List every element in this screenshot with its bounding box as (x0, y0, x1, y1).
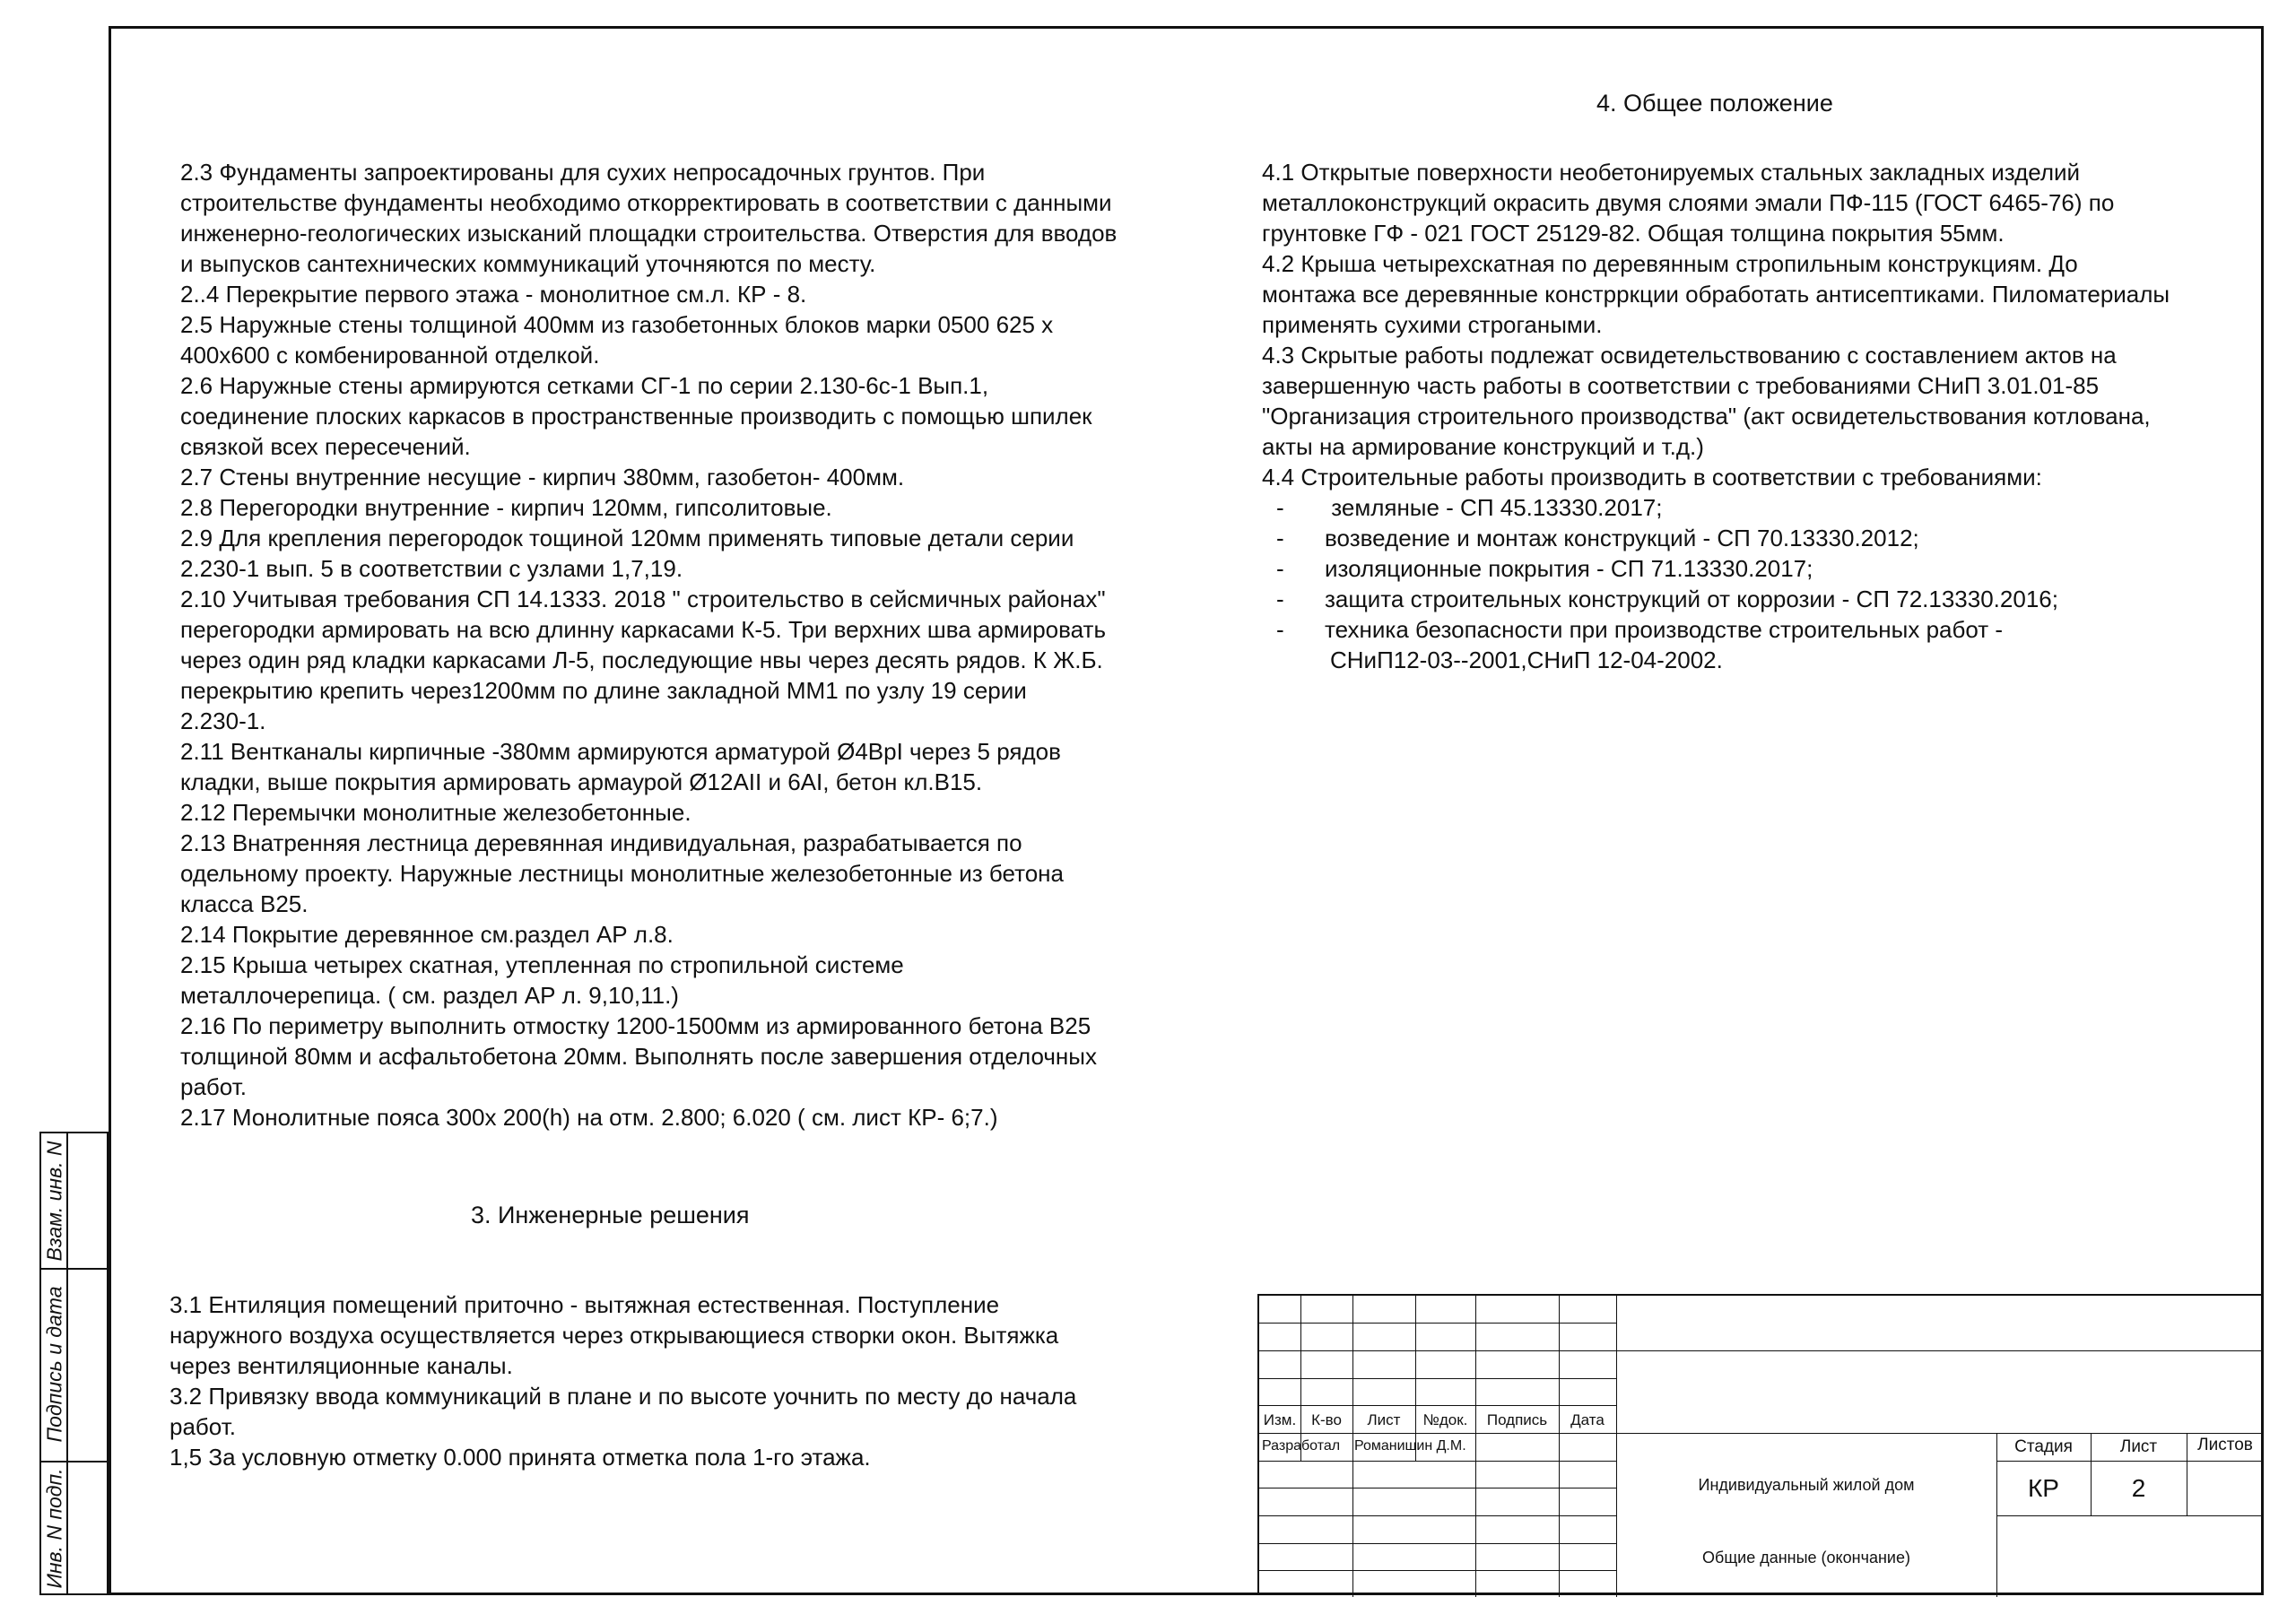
margin-stamp (39, 1132, 109, 1595)
text-line: через вентиляционные каналы. (170, 1352, 513, 1379)
text-line: металлоконструкций окрасить двумя слоями эмали ПФ-115 (ГОСТ 6465-76) по (1262, 189, 2115, 216)
text-line: и выпусков сантехнических коммуникаций уточняются по месту. (180, 250, 876, 277)
text-line: 1,5 За условную отметку 0.000 принята отметка пола 1-го этажа. (170, 1444, 871, 1471)
text-line: 4.3 Скрытые работы подлежат освидетельствованию с составлением актов на (1262, 342, 2117, 369)
text-line: грунтовке ГФ - 021 ГОСТ 25129-82. Общая толщина покрытия 55мм. (1262, 220, 2005, 247)
col-data: Дата (1570, 1411, 1605, 1428)
text-line: 2.9 Для крепления перегородок тощиной 120мм применять типовые детали серии (180, 525, 1074, 551)
text-line: 3.1 Ентиляция помещений приточно - вытяжная естественная. Поступление (170, 1291, 1000, 1318)
text-line: через один ряд кладки каркасами Л-5, последующие нвы через десять рядов. К Ж.Б. (180, 647, 1103, 673)
list-item: - техника безопасности при производстве строительных работ - (1276, 616, 2004, 643)
text-line: 400х600 с комбенированной отделкой. (180, 342, 600, 369)
list-item-continuation: СНиП12-03--2001,СНиП 12-04-2002. (1330, 647, 1723, 673)
text-line: класса В25. (180, 890, 309, 917)
text-line: 2..4 Перекрытие первого этажа - монолитное см.л. КР - 8. (180, 281, 807, 308)
text-line: 2.3 Фундаменты запроектированы для сухих непросадочных грунтов. При (180, 159, 986, 186)
list-item: - изоляционные покрытия - СП 71.13330.2017; (1276, 555, 1813, 582)
text-line: 3.2 Привязку ввода коммуникаций в плане и по высоте уочнить по месту до начала (170, 1383, 1077, 1410)
text-line: металлочерепица. ( см. раздел АР л. 9,10,11.) (180, 982, 679, 1009)
text-line: 2.6 Наружные стены армируются сетками СГ-1 по серии 2.130-6с-1 Вып.1, (180, 372, 989, 399)
text-line: 2.16 По периметру выполнить отмостку 1200-1500мм из армированного бетона В25 (180, 1012, 1091, 1039)
col-list: Лист (1367, 1411, 1401, 1428)
list-item: - защита строительных конструкций от коррозии - СП 72.13330.2016; (1276, 586, 2058, 612)
text-line: применять сухими строгаными. (1262, 311, 1603, 338)
sheet-title: Общие данные (окончание) (1702, 1549, 1910, 1567)
sheets-total-label: Листов (2197, 1436, 2253, 1454)
text-line: 2.230-1. (180, 707, 266, 734)
text-line: 2.12 Перемычки монолитные железобетонные. (180, 799, 691, 826)
text-line: перегородки армировать на всю длинну каркасами К-5. Три верхних шва армировать (180, 616, 1107, 643)
list-item: - возведение и монтаж конструкций - СП 70.13330.2012; (1276, 525, 1919, 551)
text-line: 2.7 Стены внутренние несущие - кирпич 380мм, газобетон- 400мм. (180, 464, 905, 490)
right-column-text (1262, 157, 2170, 675)
sign-date-label: Подпись и дата (42, 1286, 66, 1443)
text-line: связкой всех пересечений. (180, 433, 471, 460)
object-name: Индивидуальный жилой дом (1698, 1476, 1915, 1494)
list-item: - земляные - СП 45.13330.2017; (1276, 494, 1663, 521)
col-podpis: Подпись (1486, 1411, 1548, 1428)
text-line: 2.8 Перегородки внутренние - кирпич 120мм, гипсолитовые. (180, 494, 832, 521)
text-line: перекрытию крепить через1200мм по длине закладной ММ1 по узлу 19 серии (180, 677, 1027, 704)
text-line: толщиной 80мм и асфальтобетона 20мм. Выполнять после завершения отделочных (180, 1043, 1097, 1070)
text-line: 4.4 Строительные работы производить в соответствии с требованиями: (1262, 464, 2042, 490)
text-line: 4.1 Открытые поверхности необетонируемых стальных закладных изделий (1262, 159, 2081, 186)
col-izm: Изм. (1263, 1411, 1297, 1428)
col-ndok: №док. (1422, 1411, 1468, 1428)
left-column-text (180, 157, 1117, 1133)
text-line: кладки, выше покрытия армировать армаурой Ø12АII и 6АI, бетон кл.В15. (180, 768, 983, 795)
ref-no-label: Взам. инв. N (42, 1141, 66, 1261)
text-line: 2.17 Монолитные пояса 300х 200(h) на отм. 2.800; 6.020 ( см. лист КР- 6;7.) (180, 1104, 998, 1131)
section-3-text (170, 1289, 1076, 1472)
text-line: 2.10 Учитывая требования СП 14.1333. 2018 " строительство в сейсмичных районах" (180, 586, 1106, 612)
text-line: 2.15 Крыша четырех скатная, утепленная по стропильной системе (180, 951, 904, 978)
text-line: наружного воздуха осуществляется через открывающиеся створки окон. Вытяжка (170, 1322, 1059, 1349)
author-name: Романишин Д.М. (1354, 1438, 1466, 1454)
section-4-title: 4. Общее положение (1596, 90, 1833, 117)
text-line: "Организация строительного производства" (акт освидетельствования котлована, (1262, 403, 2151, 430)
text-line: работ. (170, 1413, 236, 1440)
text-line: 2.14 Покрытие деревянное см.раздел АР л.8. (180, 921, 674, 948)
text-line: соединение плоских каркасов в пространственные производить с помощью шпилек (180, 403, 1092, 430)
text-line: 2.13 Внатренняя лестница деревянная индивидуальная, разрабатывается по (180, 829, 1022, 856)
text-line: 4.2 Крыша четырехскатная по деревянным стропильным конструкциям. До (1262, 250, 2078, 277)
stage-label: Стадия (2014, 1437, 2073, 1456)
text-line: 2.230-1 вып. 5 в соответствии с узлами 1,7,19. (180, 555, 683, 582)
text-line: монтажа все деревянные констрркции обработать антисептиками. Пиломатериалы (1262, 281, 2170, 308)
text-line: строительстве фундаменты необходимо откорректировать в соответствии с данными (180, 189, 1112, 216)
text-line: акты на армирование конструкций и т.д.) (1262, 433, 1704, 460)
text-line: одельному проекту. Наружные лестницы монолитные железобетонные из бетона (180, 860, 1064, 887)
title-block (1257, 1294, 2264, 1595)
sheet-number: 2 (2131, 1474, 2146, 1502)
text-line: завершенную часть работы в соответствии с требованиями СНиП 3.01.01-85 (1262, 372, 2100, 399)
text-line: 2.5 Наружные стены толщиной 400мм из газобетонных блоков марки 0500 625 х (180, 311, 1054, 338)
stage-value: КР (2028, 1474, 2059, 1502)
sheet-label: Лист (2119, 1437, 2158, 1456)
text-line: работ. (180, 1073, 247, 1100)
col-kvo: К-во (1311, 1411, 1342, 1428)
inv-no-label: Инв. N подп. (42, 1467, 66, 1589)
developed-by-label: Разработал (1262, 1438, 1341, 1454)
text-line: 2.11 Вентканалы кирпичные -380мм армируются арматурой Ø4ВрI через 5 рядов (180, 738, 1061, 765)
section-3-title: 3. Инженерные решения (471, 1202, 750, 1228)
text-line: инженерно-геологических изысканий площадки строительства. Отверстия для вводов (180, 220, 1118, 247)
